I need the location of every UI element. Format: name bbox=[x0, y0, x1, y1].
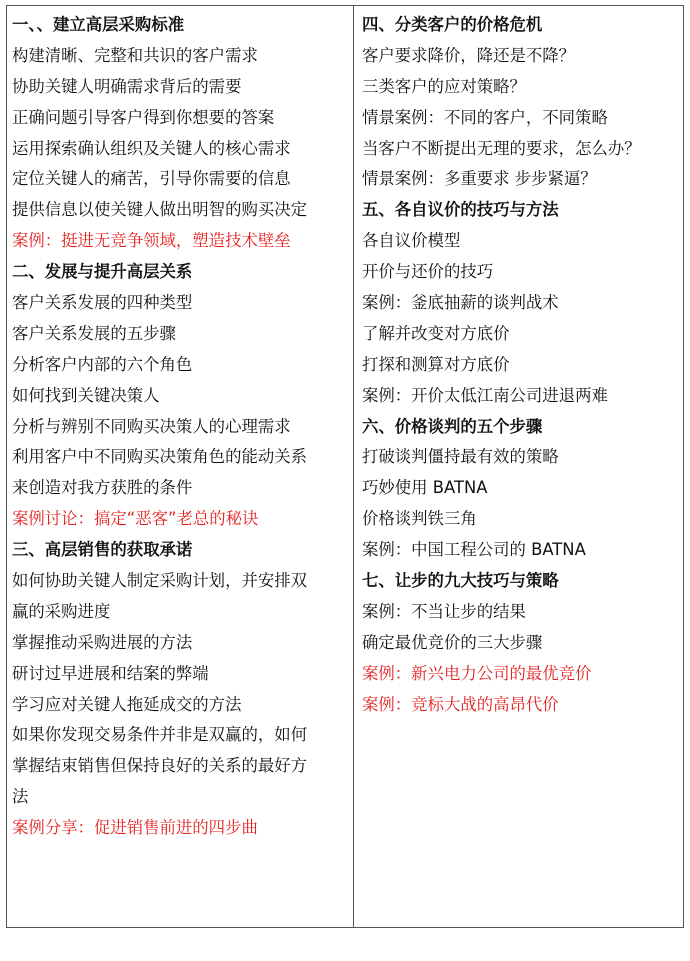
section-heading: 四、分类客户的价格危机 bbox=[362, 15, 543, 34]
content-table bbox=[6, 5, 684, 928]
outline-item: 来创造对我方获胜的条件 bbox=[12, 478, 193, 498]
outline-item: 运用探索确认组织及关键人的核心需求 bbox=[12, 138, 291, 158]
outline-item: 构建清晰、完整和共识的客户需求 bbox=[12, 45, 258, 65]
outline-item: 掌握结束销售但保持良好的关系的最好方 bbox=[12, 756, 308, 776]
outline-item: 案例：开价太低江南公司进退两难 bbox=[362, 385, 608, 405]
outline-item: 案例：中国工程公司的 BATNA bbox=[362, 540, 586, 560]
outline-item: 价格谈判铁三角 bbox=[362, 509, 477, 529]
outline-item: 法 bbox=[12, 787, 29, 807]
case-item: 案例：挺进无竞争领域，塑造技术壁垒 bbox=[12, 231, 291, 251]
section-heading: 六、价格谈判的五个步骤 bbox=[362, 416, 543, 436]
section-heading: 五、各自议价的技巧与方法 bbox=[362, 200, 559, 220]
outline-item: 情景案例：不同的客户，不同策略 bbox=[362, 107, 608, 127]
outline-item: 分析与辨别不同购买决策人的心理需求 bbox=[12, 416, 291, 436]
outline-item: 如何找到关键决策人 bbox=[12, 385, 160, 405]
outline-item: 巧妙使用 BATNA bbox=[362, 478, 488, 498]
outline-item: 当客户不断提出无理的要求，怎么办？ bbox=[362, 138, 641, 158]
case-item: 案例讨论：搞定“恶客”老总的秘诀 bbox=[12, 509, 259, 529]
outline-item: 打破谈判僵持最有效的策略 bbox=[362, 447, 559, 467]
outline-item: 掌握推动采购进展的方法 bbox=[12, 632, 193, 652]
outline-item: 三类客户的应对策略？ bbox=[362, 76, 526, 96]
outline-item: 客户关系发展的四种类型 bbox=[12, 293, 193, 313]
outline-item: 客户关系发展的五步骤 bbox=[12, 323, 176, 343]
outline-item: 如何协助关键人制定采购计划，并安排双 bbox=[12, 571, 308, 591]
outline-item: 正确问题引导客户得到你想要的答案 bbox=[12, 107, 275, 127]
outline-item: 确定最优竞价的三大步骤 bbox=[362, 632, 543, 652]
outline-item: 定位关键人的痛苦，引导你需要的信息 bbox=[12, 169, 291, 189]
outline-item: 协助关键人明确需求背后的需要 bbox=[12, 76, 242, 96]
outline-item: 利用客户中不同购买决策角色的能动关系 bbox=[12, 447, 308, 467]
outline-item: 情景案例：多重要求 步步紧逼？ bbox=[362, 169, 597, 189]
case-item: 案例：竞标大战的高昂代价 bbox=[362, 694, 559, 714]
outline-item: 提供信息以使关键人做出明智的购买决定 bbox=[12, 200, 308, 220]
outline-item: 各自议价模型 bbox=[362, 231, 461, 251]
outline-item: 开价与还价的技巧 bbox=[362, 262, 494, 282]
section-heading: 七、让步的九大技巧与策略 bbox=[362, 571, 559, 591]
left-column bbox=[12, 10, 350, 844]
section-heading: 二、发展与提升高层关系 bbox=[12, 262, 193, 282]
outline-item: 赢的采购进度 bbox=[12, 601, 111, 621]
outline-item: 了解并改变对方底价 bbox=[362, 323, 510, 343]
column-divider bbox=[353, 6, 354, 927]
outline-item: 客户要求降价，降还是不降？ bbox=[362, 45, 576, 65]
outline-item: 打探和测算对方底价 bbox=[362, 354, 510, 374]
outline-item: 案例：不当让步的结果 bbox=[362, 601, 526, 621]
case-item: 案例：新兴电力公司的最优竞价 bbox=[362, 663, 592, 683]
section-heading: 一、、建立高层采购标准 bbox=[12, 15, 185, 34]
outline-item: 分析客户内部的六个角色 bbox=[12, 354, 193, 374]
outline-item: 如果你发现交易条件并非是双赢的，如何 bbox=[12, 725, 308, 745]
right-column bbox=[362, 10, 680, 720]
case-item: 案例分享：促进销售前进的四步曲 bbox=[12, 818, 258, 838]
section-heading: 三、高层销售的获取承诺 bbox=[12, 540, 193, 560]
outline-item: 研讨过早进展和结案的弊端 bbox=[12, 663, 209, 683]
outline-item: 学习应对关键人拖延成交的方法 bbox=[12, 694, 242, 714]
outline-item: 案例：釜底抽薪的谈判战术 bbox=[362, 293, 559, 313]
